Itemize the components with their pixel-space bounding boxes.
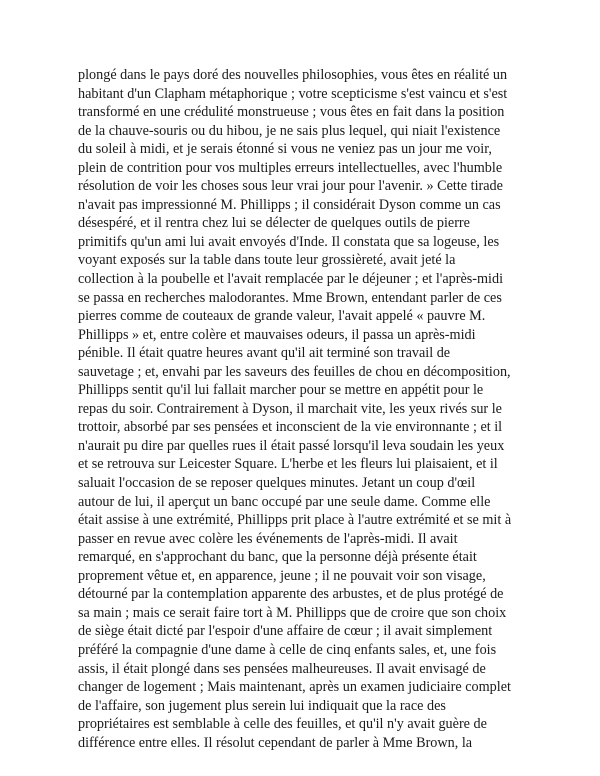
text-line: primitifs qu'un ami lui avait envoyés d'Inde. Il constata que sa logeuse, les bbox=[78, 233, 500, 250]
text-line: préféré la compagnie d'une dame à celle de cinq enfants sales, et, une fois bbox=[78, 641, 497, 658]
text-line: était assise à une extrémité, Phillipps prit place à l'autre extrémité et se mit à bbox=[78, 512, 512, 529]
text-line: remarqué, en s'approchant du banc, que la personne déjà présente était bbox=[78, 549, 477, 566]
text-line: Phillipps » et, entre colère et mauvaises odeurs, il passa un après-midi bbox=[78, 326, 476, 343]
text-line: assis, il était plongé dans ses pensées malheureuses. Il avait envisagé de bbox=[78, 660, 486, 677]
text-line: passer en revue avec colère les événements de l'après-midi. Il avait bbox=[78, 530, 458, 547]
text-line: pierres comme de couteaux de grande valeur, l'avait appelé « pauvre M. bbox=[78, 308, 486, 325]
text-line: de l'affaire, son jugement plus serein lui indiquait que la race des bbox=[78, 697, 446, 714]
text-line: n'aurait pu dire par quelles rues il était passé lorsqu'il leva soudain les yeux bbox=[78, 437, 505, 454]
text-line: saluait l'occasion de se reposer quelques minutes. Jetant un coup d'œil bbox=[78, 475, 476, 492]
text-line: habitant d'un Clapham métaphorique ; votre scepticisme s'est vaincu et s'est bbox=[78, 85, 508, 102]
text-line: trottoir, absorbé par ses pensées et inconscient de la vie environnante ; et il bbox=[78, 419, 503, 436]
text-line: pénible. Il était quatre heures avant qu'il ait terminé son travail de bbox=[78, 345, 451, 362]
text-line: se passa en recherches malodorantes. Mme Brown, entendant parler de ces bbox=[78, 289, 502, 306]
text-line: changer de logement ; Mais maintenant, après un examen judiciaire complet bbox=[78, 679, 511, 696]
text-line: de siège était dicté par l'espoir d'une affaire de cœur ; il avait simplement bbox=[78, 623, 493, 640]
text-line: de la chauve-souris ou du hibou, je ne sais plus lequel, qui niait l'existence bbox=[78, 122, 501, 139]
text-line: sauvetage ; et, envahi par les saveurs des feuilles de chou en décomposition, bbox=[78, 363, 511, 380]
body-text bbox=[78, 66, 524, 752]
text-line: désespéré, et il rentra chez lui se délecter de quelques outils de pierre bbox=[78, 215, 470, 232]
text-line: n'avait pas impressionné M. Phillipps ; il considérait Dyson comme un cas bbox=[78, 196, 501, 213]
text-line: plein de contrition pour vos multiples erreurs intellectuelles, avec l'humble bbox=[78, 159, 503, 176]
text-line: plongé dans le pays doré des nouvelles philosophies, vous êtes en réalité un bbox=[78, 67, 508, 83]
text-line: collection à la poubelle et l'avait remplacée par le déjeuner ; et l'après-midi bbox=[78, 271, 504, 288]
text-line: voyant exposés sur la table dans toute leur grossièreté, avait jeté la bbox=[78, 252, 456, 269]
text-line: transformé en une crédulité monstrueuse ; vous êtes en fait dans la position bbox=[78, 104, 505, 121]
text-line: et se retrouva sur Leicester Square. L'herbe et les fleurs lui plaisaient, et il bbox=[78, 456, 498, 473]
text-line: détourné par la contemplation apparente des arbustes, et de plus protégé de bbox=[78, 586, 504, 603]
text-line: proprement vêtue et, en apparence, jeune ; il ne pouvait voir son visage, bbox=[78, 567, 486, 584]
text-line: différence entre elles. Il résolut cependant de parler à Mme Brown, la bbox=[78, 734, 473, 751]
text-line: propriétaires est semblable à celle des feuilles, et qu'il n'y avait guère de bbox=[78, 716, 487, 733]
text-line: repas du soir. Contrairement à Dyson, il marchait vite, les yeux rivés sur le bbox=[78, 400, 502, 417]
text-line: autour de lui, il aperçut un banc occupé par une seule dame. Comme elle bbox=[78, 493, 491, 510]
text-line: Phillipps sentit qu'il lui fallait marcher pour se mettre en appétit pour le bbox=[78, 382, 484, 399]
text-line: du soleil à midi, et je serais étonné si vous ne veniez pas un jour me voir, bbox=[78, 141, 492, 158]
text-line: sa main ; mais ce serait faire tort à M. Phillipps que de croire que son choix bbox=[78, 604, 507, 621]
text-line: résolution de voir les choses sous leur vrai jour pour l'avenir. » Cette tirade bbox=[78, 178, 503, 195]
